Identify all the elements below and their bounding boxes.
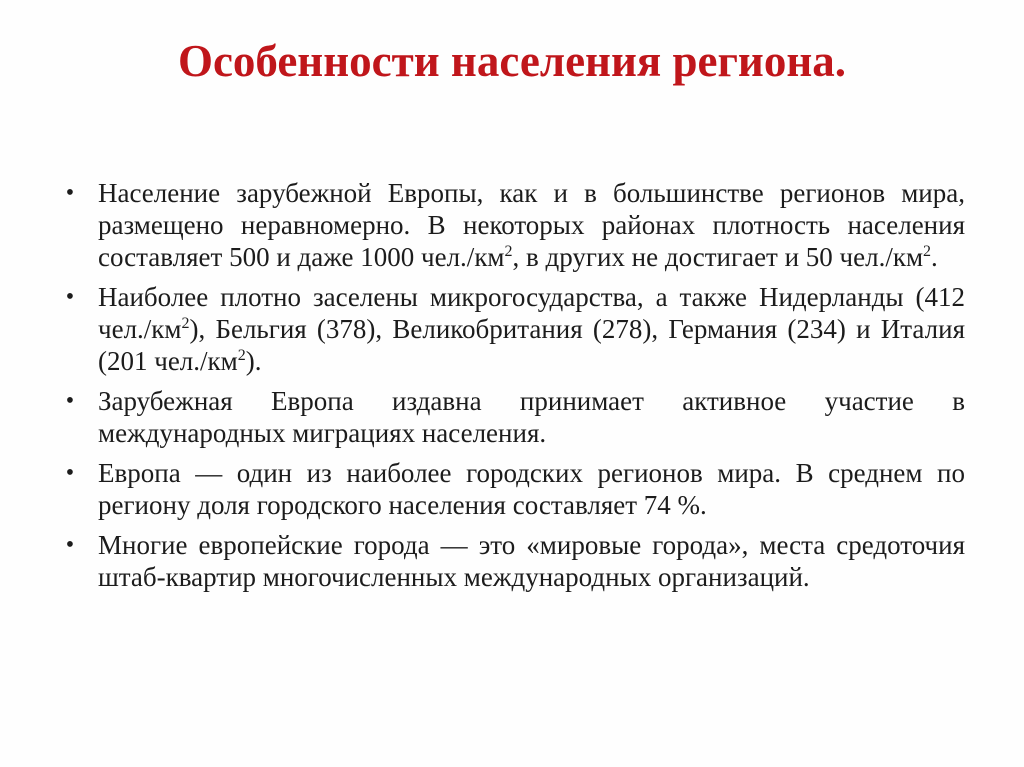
superscript: 2 — [923, 243, 932, 260]
bullet-text-part: ), Бельгия (378), Великобритания (278), Германия (234) и Италия (201 чел./км — [98, 314, 965, 376]
bullet-text-part: , в других не достигает и 50 чел./км — [512, 242, 924, 272]
bullet-marker: • — [65, 284, 75, 310]
bullet-text: Зарубежная Европа издавна принимает активное участие в международных миграциях населения. — [98, 386, 965, 448]
superscript: 2 — [504, 243, 513, 260]
bullet-marker: • — [65, 532, 75, 558]
slide-title: Особенности населения региона. — [177, 36, 847, 86]
bullet-marker: • — [65, 388, 75, 414]
bullet-text-part: . — [931, 242, 938, 272]
superscript: 2 — [181, 315, 190, 332]
bullet-text: Европа — один из наиболее городских регионов мира. В среднем по региону доля городского населения составляет 74 %. — [98, 458, 965, 520]
bullet-item-world-cities — [60, 529, 965, 593]
bullet-list — [60, 177, 965, 601]
bullet-marker: • — [65, 460, 75, 486]
bullet-text-part: Наиболее плотно заселены микрогосударства, а также Нидерланды (412 чел./км — [98, 282, 965, 344]
bullet-text-part: ). — [245, 346, 262, 376]
bullet-item-population-density — [60, 177, 965, 273]
bullet-marker: • — [65, 180, 75, 206]
bullet-item-migration — [60, 385, 965, 449]
bullet-item-densest-countries — [60, 281, 965, 377]
bullet-item-urbanization — [60, 457, 965, 521]
superscript: 2 — [237, 347, 246, 364]
bullet-text: Многие европейские города — это «мировые города», места средоточия штаб-квартир многочисленных международных организаций. — [98, 530, 965, 592]
bullet-text — [98, 281, 965, 377]
bullet-text-part: Население зарубежной Европы, как и в большинстве регионов мира, размещено неравномерно. В некоторых районах плотность населения составляет 500 и даже 1000 чел./км — [98, 178, 965, 272]
bullet-text — [98, 177, 965, 273]
